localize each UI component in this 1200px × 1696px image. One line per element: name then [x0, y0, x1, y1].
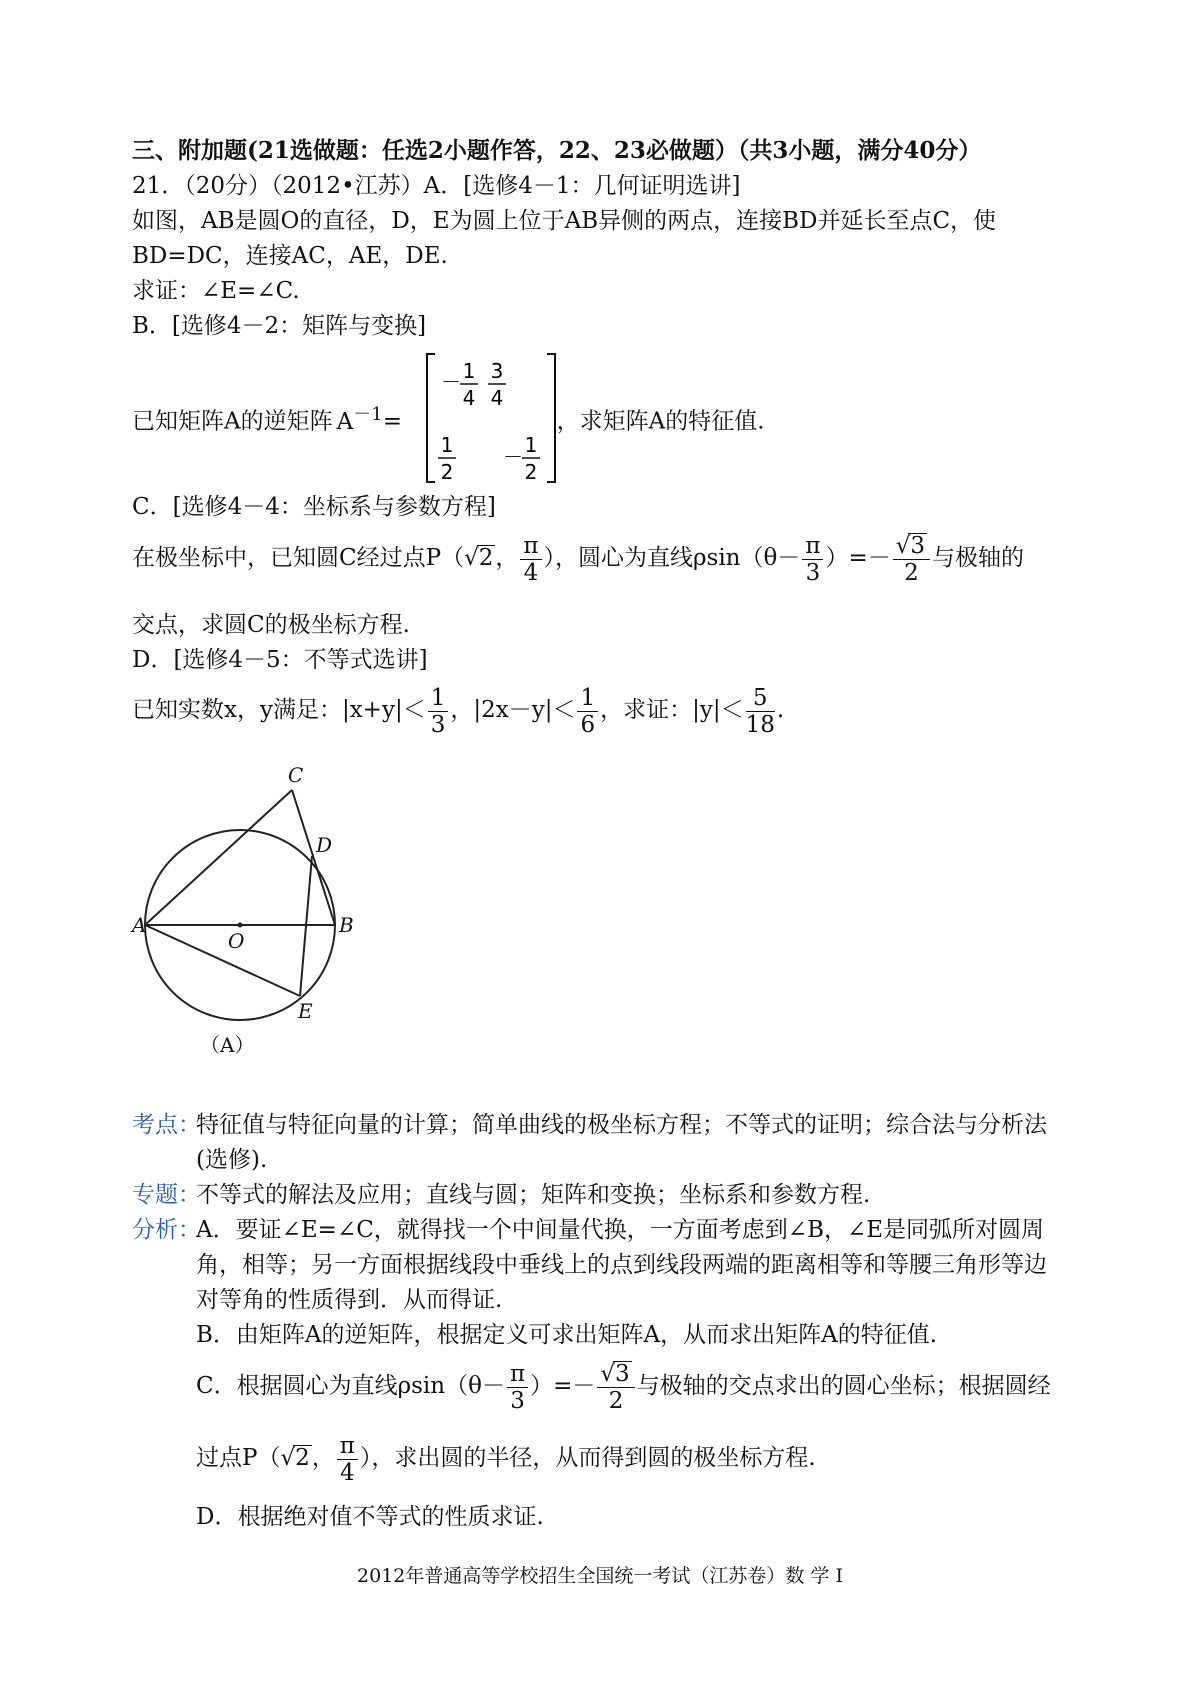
- fc2-pi: π: [337, 1433, 358, 1460]
- m-d-num: 1: [524, 433, 538, 457]
- c-pi2: π: [802, 533, 823, 560]
- c-mid: ），圆心为直线ρsin（θ－: [543, 545, 801, 571]
- label-a: A: [132, 913, 147, 937]
- q21-a-prove: 求证：∠E=∠C.: [132, 278, 300, 304]
- fc-two: 2: [608, 1387, 624, 1414]
- fc-pi: π: [507, 1361, 528, 1388]
- m-a-num: 1: [462, 359, 476, 383]
- inv-exp: －1: [353, 404, 383, 425]
- inv-label: A: [336, 408, 354, 435]
- fenxi-a1: A．要证∠E=∠C，就得找一个中间量代换，一方面考虑到∠B，∠E是同弧所对圆周: [196, 1217, 1045, 1243]
- m-a-den: 4: [462, 386, 476, 410]
- d-mid2: ，求证：|y|＜: [600, 697, 744, 723]
- c-four: 4: [523, 559, 539, 586]
- b-post: ，求矩阵A的特征值.: [556, 408, 765, 435]
- q21-c-head: C．[选修4－4：坐标系与参数方程]: [132, 494, 496, 520]
- label-o: O: [228, 929, 245, 953]
- fenxi-c2: 过点P（√2， $\frac{\pi}{4}$ ），求出圆的半径，从而得到圆的极坐标方程.: [196, 1432, 816, 1486]
- fc2-pre: 过点P（: [196, 1445, 281, 1471]
- m-a-sign: －: [441, 370, 461, 394]
- fc-pre: C．根据圆心为直线ρsin（θ－: [196, 1373, 505, 1399]
- d-end: .: [776, 697, 785, 723]
- c-two: 2: [904, 559, 919, 586]
- d-f2d: 6: [580, 711, 596, 738]
- c-mid2: ）=－: [825, 545, 891, 571]
- d-f1n: 1: [428, 685, 449, 712]
- fenxi-a3: 对等角的性质得到．从而得证.: [196, 1287, 503, 1313]
- section-header: 三、附加题(21选做题：任选2小题作答，22、23必做题）（共3小题，满分40分）: [132, 137, 982, 164]
- fc2-post: ），求出圆的半径，从而得到圆的极坐标方程.: [359, 1445, 816, 1471]
- geometry-figure: [132, 760, 390, 1060]
- q21-c-line2: 交点，求圆C的极坐标方程.: [132, 612, 410, 638]
- label-c: C: [288, 763, 304, 787]
- fc2-sqrt: 2: [295, 1445, 310, 1471]
- c-pre: 在极坐标中，已知圆C经过点P（: [132, 545, 465, 571]
- label-b: B: [339, 913, 354, 937]
- d-f1d: 3: [430, 711, 446, 738]
- m-b-den: 4: [490, 386, 504, 410]
- d-f3d: 18: [745, 711, 775, 738]
- c-sqrt3: 3: [910, 532, 926, 559]
- kaodian-label: 考点：: [132, 1112, 201, 1138]
- kaodian-text: 特征值与特征向量的计算；简单曲线的极坐标方程；不等式的证明；综合法与分析法: [196, 1112, 1047, 1138]
- q21-c-line: 在极坐标中，已知圆C经过点P（√2， $\frac{\pi}{4}$ ），圆心为直线ρsin（θ－ $\frac{\pi}{3}$ ）=－ $\frac{√3}{2}$ 与极轴的: [132, 532, 1025, 586]
- page-footer: 2012年普通高等学校招生全国统一考试（江苏卷）数 学 I: [357, 1565, 843, 1587]
- d-mid: ，|2x－y|＜: [450, 697, 576, 723]
- m-c-den: 2: [440, 460, 454, 484]
- b-pre: 已知矩阵A的逆矩阵: [132, 408, 333, 435]
- kaodian-text2: (选修).: [196, 1147, 268, 1173]
- q21-d-head: D．[选修4－5：不等式选讲]: [132, 647, 428, 673]
- fenxi-label: 分析：: [132, 1217, 201, 1243]
- m-d-sign: －: [503, 445, 523, 469]
- label-d: D: [316, 833, 333, 857]
- d-f3n: 5: [746, 685, 775, 712]
- fc2-comma: ，: [311, 1445, 335, 1471]
- q21-head: 21．（20分）（2012•江苏）A．[选修4－1：几何证明选讲]: [132, 173, 741, 199]
- q21-a-text2: BD=DC，连接AC，AE，DE.: [132, 243, 448, 269]
- fc2-four: 4: [340, 1459, 355, 1486]
- q21-a-text1: 如图，AB是圆O的直径，D，E为圆上位于AB异侧的两点，连接BD并延长至点C，使: [132, 208, 997, 234]
- fenxi-c1: C．根据圆心为直线ρsin（θ－ $\frac{\pi}{3}$ ）=－ $\frac{√3}{2}$ 与极轴的交点求出的圆心坐标；根据圆经: [196, 1360, 1051, 1414]
- c-comma: ，: [495, 545, 519, 571]
- label-e: E: [298, 999, 313, 1023]
- c-sqrt: 2: [478, 545, 494, 571]
- d-f2n: 1: [577, 685, 598, 712]
- d-pre: 已知实数x，y满足：|x+y|＜: [132, 697, 426, 723]
- m-c-num: 1: [440, 433, 454, 457]
- zhuanti-text: 不等式的解法及应用；直线与圆；矩阵和变换；坐标系和参数方程.: [196, 1182, 871, 1208]
- c-post: 与极轴的: [932, 545, 1025, 571]
- q21-d-line: [132, 680, 784, 740]
- q21-b-head: B．[选修4－2：矩阵与变换]: [132, 313, 427, 339]
- fc-sqrt3: 3: [615, 1360, 630, 1387]
- figure-caption: （A）: [200, 1033, 255, 1057]
- c-pi: π: [520, 533, 541, 560]
- fc-mid: ）=－: [530, 1373, 596, 1399]
- m-b-num: 3: [490, 359, 504, 383]
- fc-post: 与极轴的交点求出的圆心坐标；根据圆经: [636, 1373, 1051, 1399]
- fenxi-d: D．根据绝对值不等式的性质求证.: [196, 1504, 544, 1530]
- zhuanti-label: 专题：: [132, 1182, 201, 1208]
- b-eq: =: [382, 408, 402, 435]
- inverse-matrix: [425, 352, 557, 484]
- c-three: 3: [805, 559, 821, 586]
- fenxi-a2: 角，相等；另一方面根据线段中垂线上的点到线段两端的距离相等和等腰三角形等边: [196, 1252, 1047, 1278]
- fenxi-b: B．由矩阵A的逆矩阵，根据定义可求出矩阵A，从而求出矩阵A的特征值.: [196, 1322, 938, 1348]
- fc-three: 3: [510, 1387, 525, 1414]
- m-d-den: 2: [524, 460, 538, 484]
